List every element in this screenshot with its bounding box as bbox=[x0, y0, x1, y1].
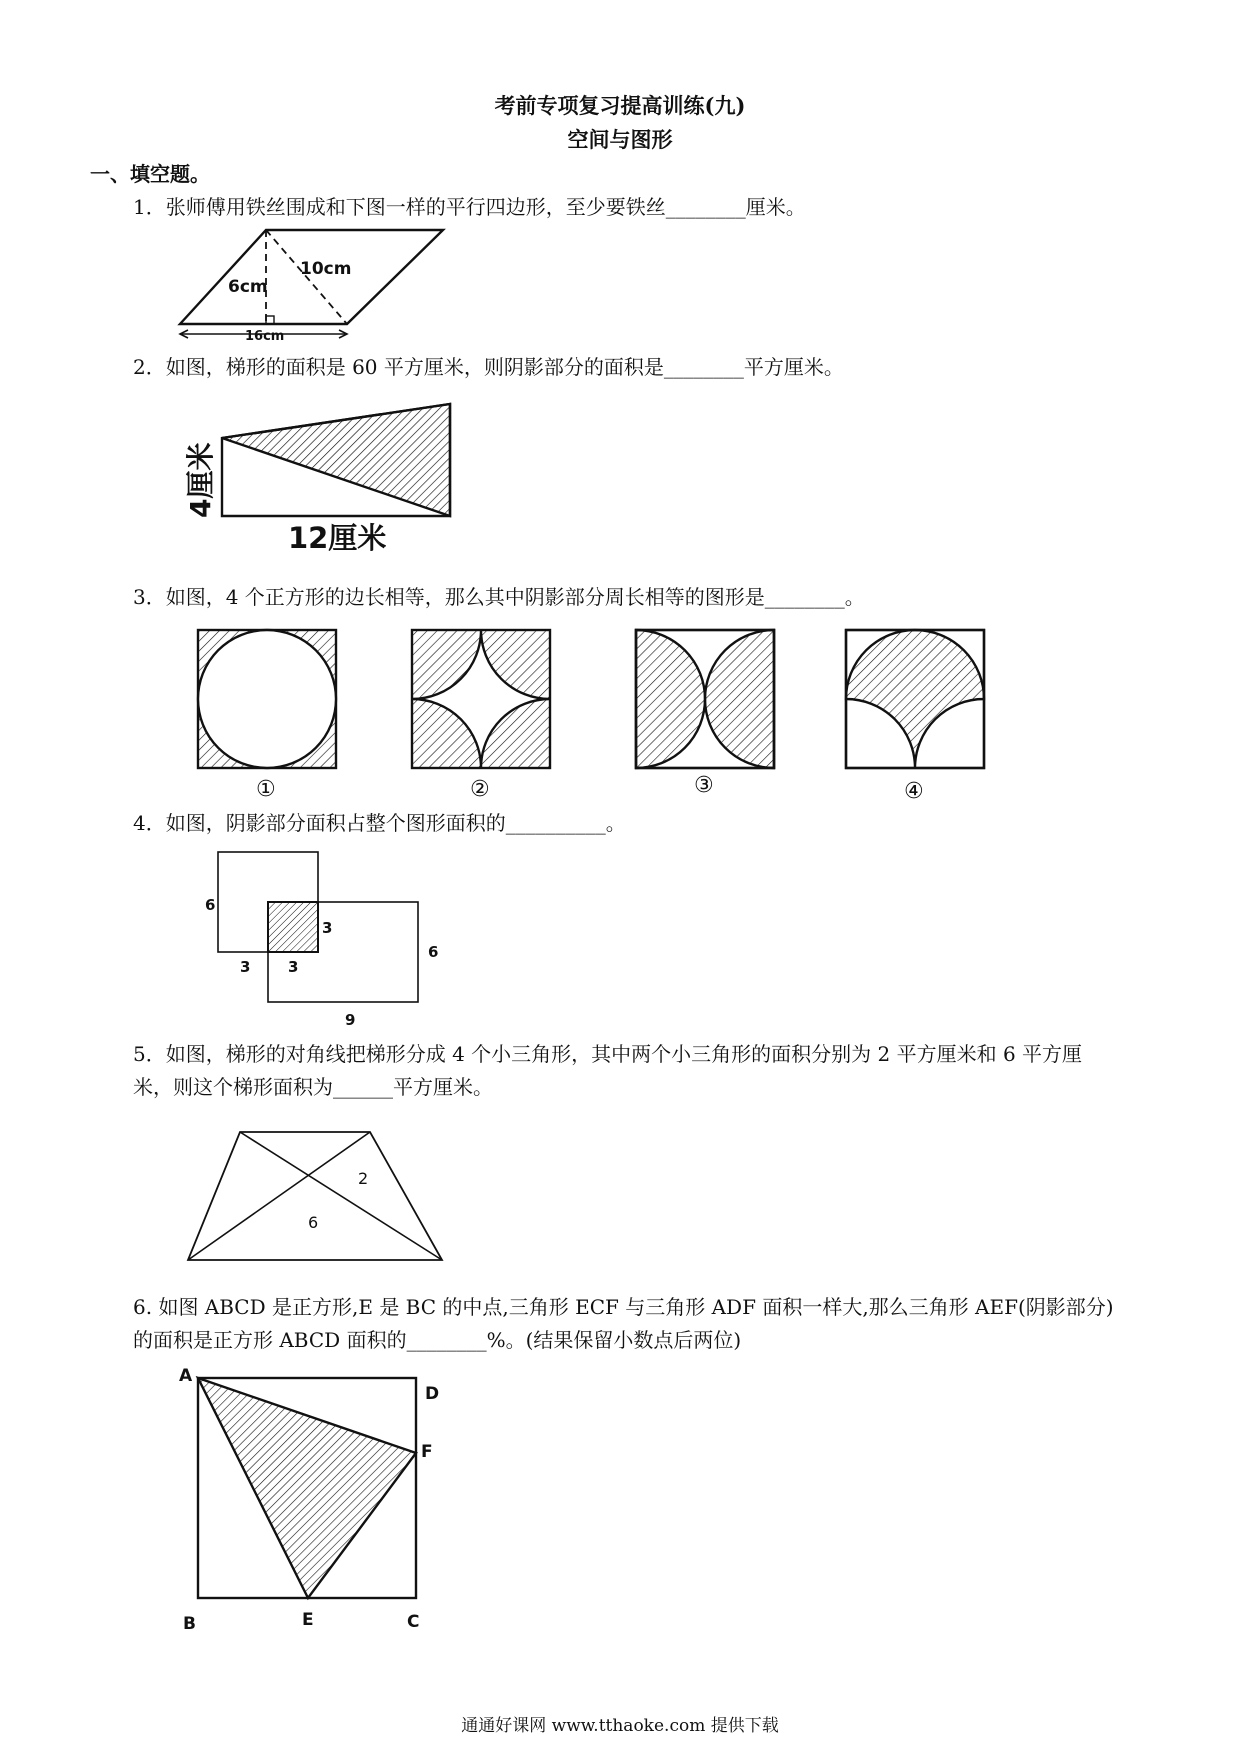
q3-square-3 bbox=[636, 630, 774, 768]
q4-label-inner-right: 3 bbox=[322, 919, 333, 937]
q4-label-bottom-b: 3 bbox=[288, 958, 299, 976]
question-3-text: 3．如图，4 个正方形的边长相等，那么其中阴影部分周长相等的图形是________。 bbox=[133, 585, 865, 609]
q3-label-2: ② bbox=[470, 777, 490, 802]
q6-label-e: E bbox=[302, 1610, 314, 1630]
question-5-text-line-1: 5．如图，梯形的对角线把梯形分成 4 个小三角形，其中两个小三角形的面积分别为 2 平方厘米和 6 平方厘 bbox=[133, 1042, 1083, 1066]
q4-label-bottom-a: 3 bbox=[240, 958, 251, 976]
q6-label-c: C bbox=[407, 1612, 420, 1632]
q5-label-small: 2 bbox=[358, 1169, 369, 1188]
question-2-text: 2．如图，梯形的面积是 60 平方厘米，则阴影部分的面积是________平方厘米。 bbox=[133, 355, 844, 379]
q4-label-right: 6 bbox=[428, 943, 439, 961]
q6-label-d: D bbox=[425, 1384, 440, 1404]
q4-label-left: 6 bbox=[205, 896, 216, 914]
q3-label-3: ③ bbox=[694, 773, 714, 798]
question-3-squares-figure bbox=[190, 620, 1000, 804]
q3-square-1 bbox=[198, 630, 336, 768]
page-subtitle: 空间与图形 bbox=[567, 127, 673, 152]
question-1-parallelogram-figure bbox=[170, 222, 450, 347]
q6-label-f: F bbox=[421, 1442, 433, 1462]
question-5-text-line-2: 米，则这个梯形面积为______平方厘米。 bbox=[133, 1075, 493, 1099]
page-footer: 通通好课网 www.tthaoke.com 提供下载 bbox=[461, 1716, 779, 1736]
question-6-text-line-2: 的面积是正方形 ABCD 面积的________%。(结果保留小数点后两位) bbox=[133, 1328, 742, 1352]
q3-label-4: ④ bbox=[904, 779, 924, 804]
q6-label-b: B bbox=[183, 1614, 196, 1634]
q2-height-label: 4厘米 bbox=[184, 442, 217, 518]
question-6-square-figure bbox=[175, 1365, 445, 1635]
section-heading: 一、填空题。 bbox=[90, 162, 210, 186]
q1-slant-label: 10cm bbox=[300, 259, 352, 279]
q1-height-label: 6cm bbox=[228, 277, 268, 297]
page-title: 考前专项复习提高训练(九) bbox=[494, 93, 746, 118]
question-5-trapezoid-figure bbox=[180, 1120, 450, 1270]
q3-square-2 bbox=[412, 630, 550, 768]
q3-label-1: ① bbox=[256, 777, 276, 802]
q3-square-4 bbox=[846, 630, 984, 768]
question-1-text: 1．张师傅用铁丝围成和下图一样的平行四边形，至少要铁丝________厘米。 bbox=[133, 195, 806, 219]
question-6-text-line-1: 6. 如图 ABCD 是正方形,E 是 BC 的中点,三角形 ECF 与三角形 ADF 面积一样大,那么三角形 AEF(阴影部分) bbox=[133, 1295, 1114, 1319]
q6-label-a: A bbox=[179, 1366, 193, 1386]
question-2-trapezoid-figure bbox=[180, 396, 460, 554]
question-4-overlap-figure bbox=[200, 850, 450, 1030]
q1-base-label: 16cm bbox=[245, 329, 285, 344]
q5-label-large: 6 bbox=[308, 1213, 319, 1232]
q4-label-bottom: 9 bbox=[345, 1011, 356, 1029]
question-4-text: 4．如图，阴影部分面积占整个图形面积的__________。 bbox=[133, 811, 626, 835]
q2-base-label: 12厘米 bbox=[288, 521, 387, 555]
